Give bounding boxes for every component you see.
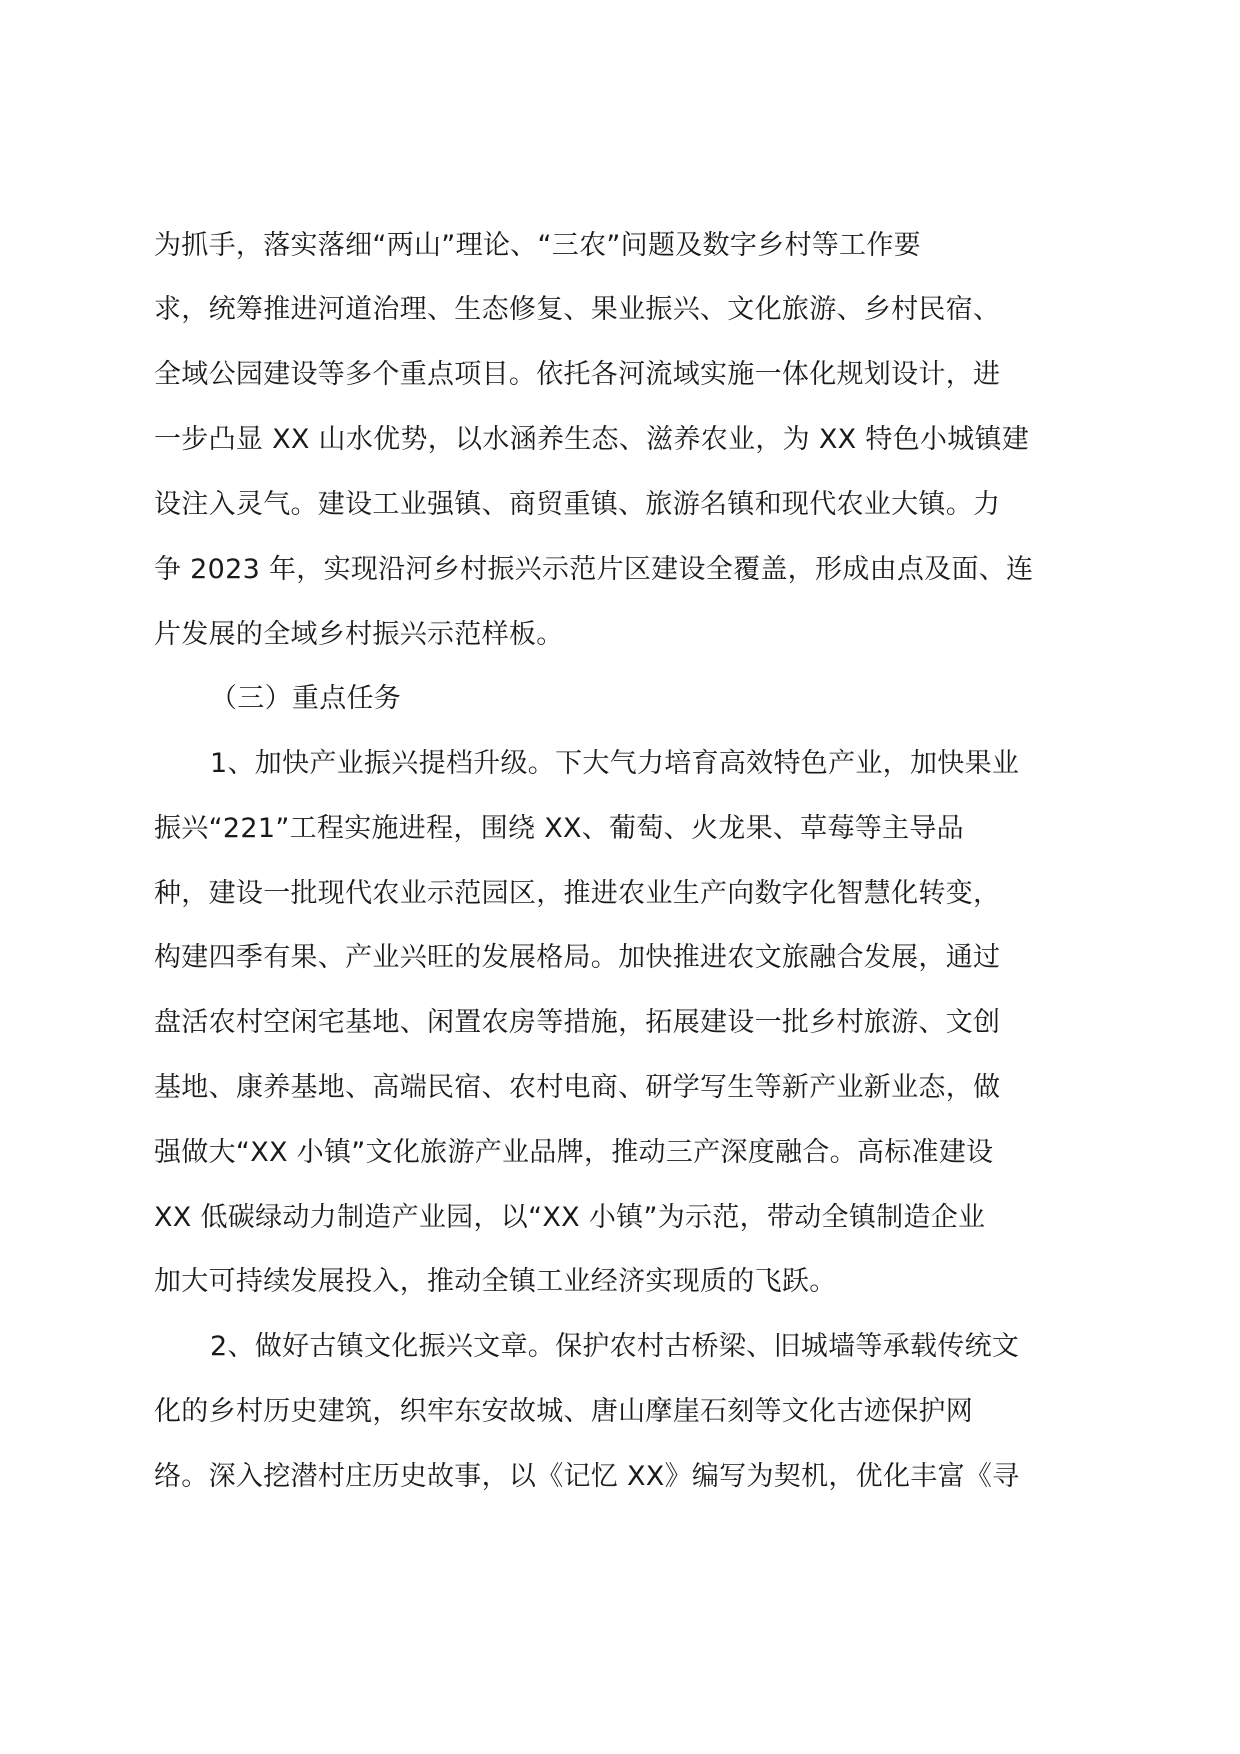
text-line: 种，建设一批现代农业示范园区，推进农业生产向数字化智慧化转变， xyxy=(154,878,1001,909)
text-line: 全域公园建设等多个重点项目。依托各河流域实施一体化规划设计，进 xyxy=(154,359,1001,390)
text-line: 片发展的全域乡村振兴示范样板。 xyxy=(154,619,564,650)
paragraph-first-line: 2、做好古镇文化振兴文章。保护农村古桥梁、旧城墙等承载传统文 xyxy=(210,1331,1020,1362)
text-line: 设注入灵气。建设工业强镇、商贸重镇、旅游名镇和现代农业大镇。力 xyxy=(154,489,1001,520)
text-line: XX 低碳绿动力制造产业园，以“XX 小镇”为示范，带动全镇制造企业 xyxy=(154,1202,986,1233)
text-line: 振兴“221”工程实施进程，围绕 XX、葡萄、火龙果、草莓等主导品 xyxy=(154,813,964,844)
text-line: 强做大“XX 小镇”文化旅游产业品牌，推动三产深度融合。高标准建设 xyxy=(154,1137,994,1168)
section-heading: （三）重点任务 xyxy=(210,683,402,714)
text-line: 一步凸显 XX 山水优势，以水涵养生态、滋养农业，为 XX 特色小城镇建 xyxy=(154,424,1030,455)
text-line: 基地、康养基地、高端民宿、农村电商、研学写生等新产业新业态，做 xyxy=(154,1072,1001,1103)
text-line: 构建四季有果、产业兴旺的发展格局。加快推进农文旅融合发展，通过 xyxy=(154,942,1001,973)
paragraph-first-line: 1、加快产业振兴提档升级。下大气力培育高效特色产业，加快果业 xyxy=(210,748,1020,779)
text-line: 化的乡村历史建筑，织牢东安故城、唐山摩崖石刻等文化古迹保护网 xyxy=(154,1396,973,1427)
text-line: 求，统筹推进河道治理、生态修复、果业振兴、文化旅游、乡村民宿、 xyxy=(154,294,1001,325)
text-line: 络。深入挖潜村庄历史故事，以《记忆 XX》编写为契机，优化丰富《寻 xyxy=(154,1461,1020,1492)
text-line: 争 2023 年，实现沿河乡村振兴示范片区建设全覆盖，形成由点及面、连 xyxy=(154,554,1034,585)
text-line: 为抓手，落实落细“两山”理论、“三农”问题及数字乡村等工作要 xyxy=(154,230,921,261)
text-line: 加大可持续发展投入，推动全镇工业经济实现质的飞跃。 xyxy=(154,1266,837,1297)
text-line: 盘活农村空闲宅基地、闲置农房等措施，拓展建设一批乡村旅游、文创 xyxy=(154,1007,1001,1038)
